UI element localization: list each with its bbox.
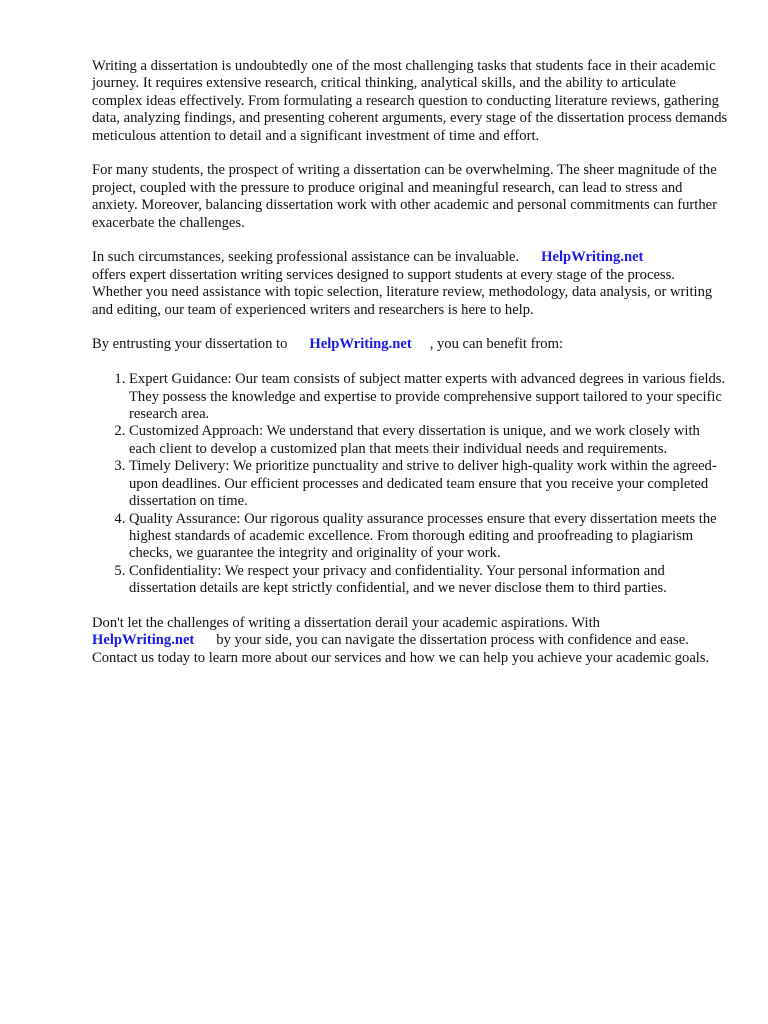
paragraph-assistance xyxy=(92,249,728,319)
paragraph-assistance-rest: offers expert dissertation writing services designed to support students at every stage of the process. Whether you need assistance with topic selection, literature review, methodology, data analysis, or writing and editing, our team of experienced writers and researchers is here to help. xyxy=(92,266,713,318)
list-item: 3. Timely Delivery: We prioritize punctuality and strive to deliver high-quality work within the agreed-upon deadlines. Our efficient processes and dedicated team ensure that you receive your completed dissertation on time. xyxy=(129,458,728,510)
helpwriting-link[interactable]: HelpWriting.net xyxy=(541,249,644,266)
helpwriting-link[interactable]: HelpWriting.net xyxy=(309,336,412,353)
list-item: 4. Quality Assurance: Our rigorous quality assurance processes ensure that every dissertation meets the highest standards of academic excellence. From thorough editing and proofreading to plagiarism checks, we guarantee the integrity and originality of your work. xyxy=(129,511,728,563)
list-item: 5. Confidentiality: We respect your privacy and confidentiality. Your personal information and dissertation details are kept strictly confidential, and we never disclose them to third parties. xyxy=(129,563,728,598)
paragraph-closing xyxy=(92,615,728,667)
paragraph-benefits-tail: , you can benefit from: xyxy=(429,336,564,353)
paragraph-challenges: For many students, the prospect of writing a dissertation can be overwhelming. The sheer magnitude of the project, coupled with the pressure to produce original and meaningful research, can lead to stress and anxiety. Moreover, balancing dissertation work with other academic and personal commitments can further exacerbate the challenges. xyxy=(92,162,717,231)
list-item: 1. Expert Guidance: Our team consists of subject matter experts with advanced degrees in various fields. They possess the knowledge and expertise to provide comprehensive support tailored to your specific research area. xyxy=(129,371,728,423)
paragraph-closing-rest: by your side, you can navigate the dissertation process with confidence and ease. Contact us today to learn more about our services and how we can help you achieve your academic goals. xyxy=(92,632,710,666)
list-item: 2. Customized Approach: We understand that every dissertation is unique, and we work closely with each client to develop a customized plan that meets their individual needs and requirements. xyxy=(129,423,728,458)
paragraph-benefits-intro xyxy=(92,336,728,353)
paragraph-assistance-lead: In such circumstances, seeking professional assistance can be invaluable. xyxy=(92,249,520,266)
benefits-list xyxy=(92,371,728,597)
helpwriting-link[interactable]: HelpWriting.net xyxy=(92,632,195,649)
paragraph-intro: Writing a dissertation is undoubtedly one of the most challenging tasks that students face in their academic journey. It requires extensive research, critical thinking, analytical skills, and the ability to articulate complex ideas effectively. From formulating a research question to conducting literature reviews, gathering data, analyzing findings, and presenting coherent arguments, every stage of the dissertation process demands meticulous attention to detail and a significant investment of time and effort. xyxy=(92,58,728,144)
paragraph-benefits-lead: By entrusting your dissertation to xyxy=(92,336,288,353)
paragraph-closing-lead: Don't let the challenges of writing a dissertation derail your academic aspirations. With xyxy=(92,614,600,631)
